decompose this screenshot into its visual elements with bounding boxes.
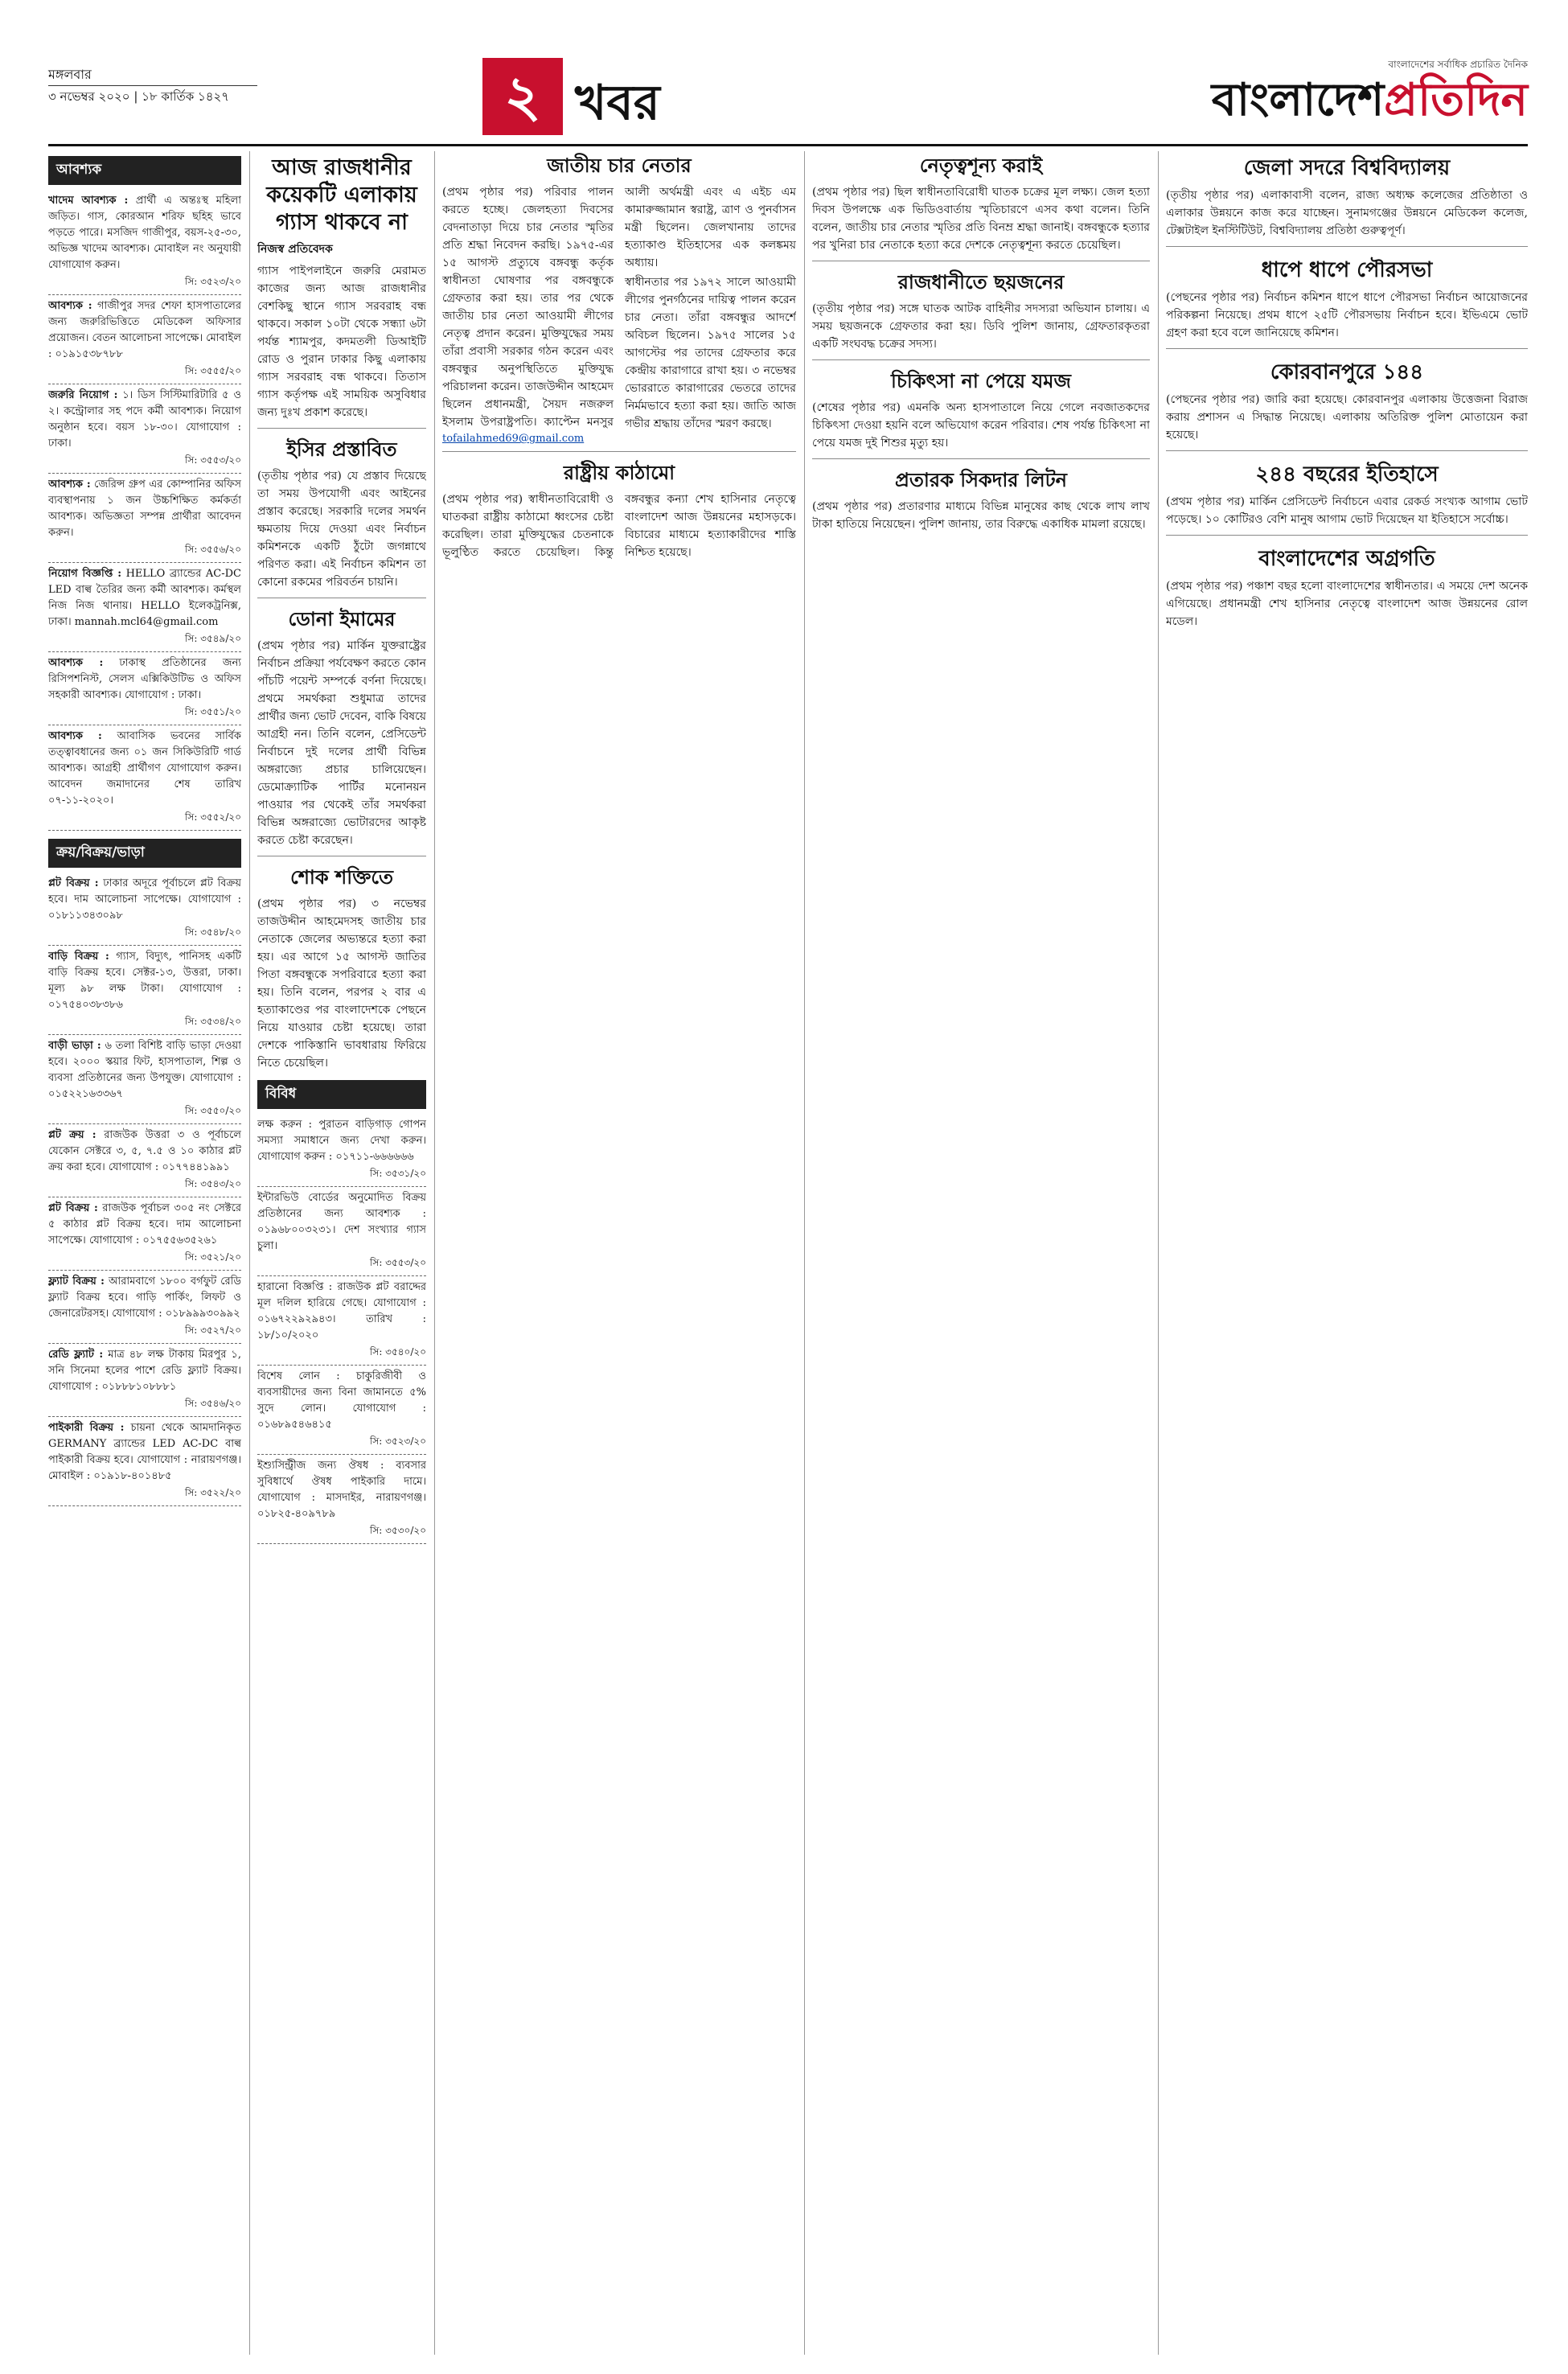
brand-logo bbox=[1212, 58, 1528, 127]
classified-ad bbox=[48, 1197, 241, 1271]
date-block bbox=[48, 64, 257, 107]
ad-code: সি: ৩৫৩৪/২০ bbox=[184, 1016, 241, 1027]
ad-body: প্রার্থী এ অন্তঃস্থ মহিলা জড়িত। গাস, কোরআন শরিফ ছহিহ ভাবে পড়তে পারে। মসজিদ গাজীপুর, বয়স-২৫-৩০, অভিজ্ঞ খাদেম আবশ্যক। মোবাইল নং অনুযায়ী যোগাযোগ করুন। bbox=[48, 195, 241, 271]
ad-code: সি: ৩৫২১/২০ bbox=[184, 1251, 241, 1263]
progress-headline: বাংলাদেশের অগ্রগতি bbox=[1258, 547, 1435, 571]
ad-body: চায়না থেকে আমদানিকৃত GERMANY ব্র্যান্ডের LED AC-DC বাল্ব পাইকারী বিক্রয় হবে। যোগাযোগ : নারায়ণগঞ্জ। মোবাইল : ০১৯১৮-৪০১৪৮৫ bbox=[48, 1422, 241, 1482]
classified-ad bbox=[257, 1276, 426, 1366]
column-3 bbox=[442, 151, 796, 2355]
ad-heading: আবশ্যক : bbox=[48, 300, 92, 312]
divider bbox=[1166, 450, 1528, 451]
ad-code: সি: ৩৫৫২/২০ bbox=[184, 811, 241, 823]
paragraph: (প্রথম পৃষ্ঠার পর) পরিবার পালন করতে হচ্ছে। জেলহত্যা দিবসের বেদনাতাড়া দিয়ে চার নেতার স্মৃতির প্রতি শ্রদ্ধা নিবেদন করছি। ১৯৭৫-এর ১৫ আগস্ট প্রত্যুষে বঙ্গবন্ধু কর্তৃক স্বাধীনতা ঘোষণার পর বঙ্গবন্ধুকে গ্রেফতার করা হয়। তার পর থেকে জাতীয় চার নেতা আওয়ামী লীগের নেতৃত্ব প্রদান করেন। মুক্তিযুদ্ধের সময় তাঁরা প্রবাসী সরকার গঠন করেন এবং বঙ্গবন্ধুর অনুপস্থিতিতে মুক্তিযুদ্ধ পরিচালনা করেন। তাজউদ্দীন আহমেদ ছিলেন প্রধানমন্ত্রী, সৈয়দ নজরুল ইসলাম উপরাষ্ট্রপতি। ক্যাপ্টেন মনসুর আলী অর্থমন্ত্রী এবং এ এইচ এম কামারুজ্জামান স্বরাষ্ট্র, ত্রাণ ও পুনর্বাসন মন্ত্রী ছিলেন। জেলখানায় তাদের হত্যাকাণ্ড ইতিহাসের এক কলঙ্কময় অধ্যায়। bbox=[442, 186, 796, 429]
ad-code: সি: ৩৫৫৩/২০ bbox=[369, 1257, 426, 1268]
ad-heading: আবশ্যক : bbox=[48, 478, 91, 491]
ad-heading: খাদেম আবশ্যক : bbox=[48, 195, 129, 207]
progress-body: (প্রথম পৃষ্ঠার পর) পঞ্চাশ বছর হলো বাংলাদেশের স্বাধীনতার। এ সময়ে দেশ অনেক এগিয়েছে। প্রধানমন্ত্রী শেখ হাসিনার নেতৃত্বে বাংলাদেশ আজ উন্নয়নের রোল মডেল। bbox=[1166, 580, 1528, 628]
sale-ads bbox=[48, 873, 241, 1506]
ad-body: আবাসিক ভবনের সার্বিক তত্ত্বাবধানের জন্য ০১ জন সিকিউরিটি গার্ড আবশ্যক। আগ্রহী প্রার্থীগণ যোগাযোগ করুন। আবেদন জমাদানের শেষ তারিখ ০৭-১১-২০২০। bbox=[48, 730, 241, 807]
ad-heading: আবশ্যক : bbox=[48, 657, 104, 669]
ad-body: গাজীপুর সদর শেফা হাসপাতালের জন্য জরুরিভিত্তিতে মেডিকেল অফিসার প্রয়োজন। বেতন আলোচনা সাপেক্ষে। মোবাইল : ০১৯১৫৩৮৭৮৮ bbox=[48, 300, 241, 360]
ad-code: সি: ৩৫৩১/২০ bbox=[369, 1168, 426, 1179]
classified-ad bbox=[48, 1271, 241, 1344]
ec-body: (তৃতীয় পৃষ্ঠার পর) যে প্রস্তাব দিয়েছে তা সময় উপযোগী এবং আইনের প্রস্তাব করেছে। সরকারি দলের সমর্থন ক্ষমতায় দিয়ে দেওয়া এবং নির্বাচন কমিশনকে একটি ঠুঁটো জগন্নাথে পরিণত করা। এই নির্বাচন কমিশন তা কোনো রকমের পরিবর্তন চায়নি। bbox=[257, 470, 426, 589]
ad-code: সি: ৩৫৩০/২০ bbox=[369, 1525, 426, 1536]
ad-heading: প্লট ক্রয় : bbox=[48, 1129, 96, 1141]
ad-body: গ্যাস, বিদ্যুৎ, পানিসহ একটি বাড়ি বিক্রয় হবে। সেক্টর-১৩, উত্তরা, ঢাকা। মূল্য ৯৮ লক্ষ টাকা। যোগাযোগ : ০১৭৫৪০৩৮৩৮৬ bbox=[48, 951, 241, 1011]
classified-ad bbox=[257, 1114, 426, 1187]
classified-ad bbox=[48, 1417, 241, 1506]
section-144-headline: কোরবানপুরে ১৪৪ bbox=[1270, 360, 1424, 384]
classified-ad bbox=[48, 295, 241, 384]
ad-body: হারানো বিজ্ঞপ্তি : রাজউক প্লট বরাদ্দের মূল দলিল হারিয়ে গেছে। যোগাযোগ : ০১৬৭২২৯২৯৪৩। তারিখ : ১৮/১০/২০২০ bbox=[257, 1281, 426, 1341]
ad-heading: পাইকারী বিক্রয় : bbox=[48, 1422, 125, 1434]
classified-ad bbox=[48, 474, 241, 563]
ad-heading: ফ্ল্যাট বিক্রয় : bbox=[48, 1275, 105, 1288]
ad-code: সি: ৩৫৫১/২০ bbox=[184, 706, 241, 717]
brand-name-part-a: বাংলাদেশ bbox=[1211, 74, 1385, 126]
leaderless-headline: নেতৃত্বশূন্য করাই bbox=[919, 154, 1043, 177]
mourn-body: (প্রথম পৃষ্ঠার পর) ৩ নভেম্বর তাজউদ্দীন আহমেদসহ জাতীয় চার নেতাকে জেলের অভ্যন্তরে হত্যা করা হয়। এর আগে ১৫ আগস্ট জাতির পিতা বঙ্গবন্ধুকে সপরিবারে হত্যা করা হয়। তিনি বলেন, পরপর ২ বার এ হত্যাকাণ্ডের পর বাংলাদেশকে পেছনে নিয়ে যাওয়ার চেষ্টা হয়েছে। তারা দেশকে পাকিস্তানি ভাবধারায় ফিরিয়ে নিতে চেয়েছিল। bbox=[257, 897, 426, 1070]
ad-code: সি: ৩৫৪০/২০ bbox=[369, 1346, 426, 1357]
ad-body: ৬ তলা বিশিষ্ট বাড়ি ভাড়া দেওয়া হবে। ২০০০ স্কয়ার ফিট, হাসপাতাল, শিল্প ও ব্যবসা প্রতিষ্ঠানের জন্য উপযুক্ত। যোগাযোগ : ০১৫২২১৬৩৩৬৭ bbox=[48, 1040, 241, 1100]
ad-code: সি: ৩৫২৭/২০ bbox=[184, 1325, 241, 1336]
classifieds-heading: আবশ্যক bbox=[48, 156, 241, 185]
author-email[interactable]: tofailahmed69@gmail.com bbox=[442, 433, 585, 445]
history-headline: ২৪৪ বছরের ইতিহাসে bbox=[1255, 462, 1439, 487]
ad-heading: নিয়োগ বিজ্ঞপ্তি : bbox=[48, 568, 122, 580]
municipality-body: (পেছনের পৃষ্ঠার পর) নির্বাচন কমিশন ধাপে ধাপে পৌরসভা নির্বাচন আয়োজনের পরিকল্পনা নিয়েছে। প্রথম ধাপে ২৫টি পৌরসভায় নির্বাচন হবে। ইভিএমে ভোট গ্রহণ করা হবে বলে জানিয়েছে কমিশন। bbox=[1166, 291, 1528, 339]
gas-headline: আজ রাজধানীর কয়েকটি এলাকায় গ্যাস থাকবে না bbox=[266, 155, 417, 235]
classifieds-column bbox=[48, 151, 241, 2355]
ad-heading: প্লট বিক্রয় : bbox=[48, 1202, 98, 1214]
ad-heading: বাড়ী ভাড়া : bbox=[48, 1040, 101, 1052]
municipality-headline: ধাপে ধাপে পৌরসভা bbox=[1261, 258, 1433, 282]
classified-ad bbox=[257, 1187, 426, 1276]
ad-code: সি: ৩৫৪৩/২০ bbox=[184, 1178, 241, 1189]
section-144-body: (পেছনের পৃষ্ঠার পর) জারি করা হয়েছে। কোরবানপুর এলাকায় উত্তেজনা বিরাজ করায় প্রশাসন এ সিদ্ধান্ত নিয়েছে। এলাকায় অতিরিক্ত পুলিশ মোতায়েন করা হয়েছে। bbox=[1166, 393, 1528, 442]
classified-ad bbox=[48, 873, 241, 946]
ad-heading: আবশ্যক : bbox=[48, 730, 102, 742]
section-name: খবর bbox=[575, 75, 660, 131]
column-divider bbox=[804, 151, 805, 2355]
paragraph: স্বাধীনতার পর ১৯৭২ সালে আওয়ামী লীগের পুনর্গঠনের দায়িত্ব পালন করেন চার নেতা। তাঁরা বঙ্গবন্ধুর আদর্শে অবিচল ছিলেন। ১৯৭৫ সালের ১৫ আগস্টের পর তাদের গ্রেফতার করে কেন্দ্রীয় কারাগারে রাখা হয়। ৩ নভেম্বর ভোররাতে কারাগারের ভেতরে তাদের নির্মমভাবে হত্যা করা হয়। জাতি আজ গভীর শ্রদ্ধায় তাঁদের স্মরণ করছে। bbox=[625, 276, 796, 430]
sale-heading: ক্রয়/বিক্রয়/ভাড়া bbox=[48, 839, 241, 868]
classified-ad bbox=[48, 946, 241, 1035]
history-body: (প্রথম পৃষ্ঠার পর) মার্কিন প্রেসিডেন্ট নির্বাচনে এবার রেকর্ড সংখ্যক আগাম ভোট পড়েছে। ১০ কোটিরও বেশি মানুষ আগাম ভোট দিয়েছেন যা ইতিহাসে সর্বোচ্চ। bbox=[1166, 495, 1528, 526]
misc-heading: বিবিধ bbox=[257, 1080, 426, 1109]
classified-ad bbox=[257, 1455, 426, 1544]
trump-body: (প্রথম পৃষ্ঠার পর) মার্কিন যুক্তরাষ্ট্রের নির্বাচন প্রক্রিয়া পর্যবেক্ষণ করতে কোন পাঁচটি পয়েন্ট সম্পর্কে বর্ণনা দিয়েছে। প্রথমে সমর্থকরা শুধুমাত্র তাদের প্রার্থীর জন্য ভোট দেবেন, বাকি বিষয়ে আগ্রহী নন। তিনি বলেন, প্রেসিডেন্ট নির্বাচনে দুই দলের প্রার্থী বিভিন্ন অঙ্গরাজ্যে প্রচার চালিয়েছেন। ডেমোক্র্যাটিক পার্টির মনোনয়ন পাওয়ার পর থেকেই তাঁর সমর্থকরা বিভিন্ন অঙ্গরাজ্যে ভোটারদের আকৃষ্ট করতে চেষ্টা করেছেন। bbox=[257, 639, 426, 847]
ad-code: সি: ৩৫৫০/২০ bbox=[184, 1105, 241, 1116]
classified-ad bbox=[257, 1366, 426, 1455]
classified-ad bbox=[48, 1035, 241, 1124]
four-leaders-headline: জাতীয় চার নেতার bbox=[547, 154, 692, 177]
gas-byline: নিজস্ব প্রতিবেদক bbox=[257, 243, 333, 256]
divider bbox=[257, 428, 426, 429]
ad-body: ১। ডিস সিস্টিমারিটারি ৫ ও ২। কন্ট্রোলার সহ পদে কর্মী আবশ্যক। নিয়োগ অনুষ্ঠান হবে। বয়স ১৮-৩০। যোগাযোগ : ঢাকা। bbox=[48, 389, 241, 450]
divider bbox=[812, 458, 1150, 459]
divider bbox=[1166, 535, 1528, 536]
page-number: ২ bbox=[482, 58, 563, 135]
ad-body: আরামবাগে ১৮০০ বর্গফুট রেডি ফ্ল্যাট বিক্রয় হবে। গাড়ি পার্কিং, লিফট ও জেনারেটরসহ। যোগাযোগ : ০১৮৯৯৯৩০৯৯২ bbox=[48, 1275, 241, 1320]
date-label: ৩ নভেম্বর ২০২০ | ১৮ কার্তিক ১৪২৭ bbox=[48, 89, 229, 104]
classified-ad bbox=[48, 190, 241, 295]
ad-body: HELLO ব্র্যান্ডের AC-DC LED বাল্ব তৈরির জন্য কর্মী আবশ্যক। কর্মস্থল নিজ নিজ থানায়। HELLO ইলেকট্রনিক্স, ঢাকা। mannah.mcl64@gmail.com bbox=[48, 568, 241, 628]
classified-ad bbox=[48, 1124, 241, 1197]
ad-body: রাজউক উত্তরা ৩ ও পূর্বাচলে যেকোন সেক্টরে ৩, ৫, ৭.৫ ও ১০ কাঠার প্লট ক্রয় করা হবে। যোগাযোগ : ০১৭৭৪৪১৯৯১ bbox=[48, 1129, 241, 1173]
university-body: (তৃতীয় পৃষ্ঠার পর) এলাকাবাসী বলেন, রাজ্য অধ্যক্ষ কলেজের প্রতিষ্ঠাতা ও এলাকার উন্নয়নে কাজ করে যাচ্ছেন। সুনামগঞ্জের উন্নয়নে মেডিকেল কলেজ, টেক্সটাইল ইনস্টিটিউট, বিশ্ববিদ্যালয় প্রতিষ্ঠা গুরুত্বপূর্ণ। bbox=[1166, 189, 1528, 237]
ad-code: সি: ৩৫৪৮/২০ bbox=[184, 926, 241, 938]
ad-code: সি: ৩৫২২/২০ bbox=[184, 1487, 241, 1498]
arrest-body: (তৃতীয় পৃষ্ঠার পর) সঙ্গে ঘাতক আটক বাহিনীর সদস্যরা অভিযান চালায়। এ সময় ছয়জনকে গ্রেফতার করা হয়। ডিবি পুলিশ জানায়, গ্রেফতারকৃতরা একটি সংঘবদ্ধ চক্রের সদস্য। bbox=[812, 302, 1150, 351]
classified-ad bbox=[48, 563, 241, 652]
column-4 bbox=[812, 151, 1150, 2355]
ad-heading: রেডি ফ্ল্যাট : bbox=[48, 1349, 104, 1361]
ad-code: সি: ৩৫৪৯/২০ bbox=[184, 633, 241, 644]
ad-code: সি: ৩৫২৩/২০ bbox=[369, 1435, 426, 1447]
ad-body: ঢাকাস্থ প্রতিষ্ঠানের জন্য রিসিপশনিস্ট, সেলস এক্সিকিউটিভ ও অফিস সহকারী আবশ্যক। যোগাযোগ : ঢাকা। bbox=[48, 657, 241, 701]
classified-ad bbox=[48, 1344, 241, 1417]
column-2 bbox=[257, 151, 426, 2355]
classified-ad bbox=[48, 384, 241, 474]
column-divider bbox=[249, 151, 250, 2355]
column-5 bbox=[1166, 151, 1528, 2355]
ad-heading: প্লট বিক্রয় : bbox=[48, 877, 99, 889]
ad-body: লক্ষ করুন : পুরাতন বাড়িগাড় গোপন সমস্যা সমাধানে জন্য দেখা করুন। যোগাযোগ করুন : ০১৭১১-৬৬৬৬৬৬ bbox=[257, 1119, 426, 1163]
divider bbox=[1166, 348, 1528, 349]
mourn-headline: শোক শক্তিতে bbox=[289, 866, 394, 889]
leaderless-body: (প্রথম পৃষ্ঠার পর) ছিল স্বাধীনতাবিরোধী ঘাতক চক্রের মূল লক্ষ্য। জেল হত্যা দিবস উপলক্ষে এক ভিডিওবার্তায় স্মৃতিচারণে এসব কথা বলেন। তিনি বলেন, জাতীয় চার নেতার স্মৃতির প্রতি বিনম্র শ্রদ্ধা জানাই। বঙ্গবন্ধুকে হত্যার পর খুনিরা চার নেতাকে হত্যা করে দেশকে নেতৃত্বশূন্য করতে চেয়েছিল। bbox=[812, 186, 1150, 252]
divider bbox=[1166, 246, 1528, 247]
arrest-headline: রাজধানীতে ছয়জনের bbox=[897, 271, 1065, 294]
twins-headline: চিকিৎসা না পেয়ে যমজ bbox=[891, 370, 1071, 392]
four-leaders-body bbox=[442, 183, 796, 433]
ad-body: ইশ্যুসিন্ট্রীজ জন্য ঔষধ : ব্যবসার সুবিধার্থে ঔষধ পাইকারি দামে। যোগাযোগ : মাসদাইর, নারায়ণগঞ্জ। ০১৮২৫-৪০৯৭৮৯ bbox=[257, 1460, 426, 1520]
ad-body: রাজউক পূর্বাচল ৩০৫ নং সেক্টরে ৫ কাঠার প্লট বিক্রয় হবে। দাম আলোচনা সাপেক্ষে। যোগাযোগ : ০১৭৫৫৬৩৫২৬১ bbox=[48, 1202, 241, 1247]
ad-code: সি: ৩৫৫৫/২০ bbox=[184, 365, 241, 376]
ad-body: ইন্টারভিউ বোর্ডের অনুমোদিত বিক্রয় প্রতিষ্ঠানের জন্য আবশ্যক : ০১৯৬৮০০৩২৩১। দেশ সংখ্যার গ্যাস চুলা। bbox=[257, 1192, 426, 1252]
brand-name bbox=[1212, 74, 1528, 127]
state-body: (প্রথম পৃষ্ঠার পর) স্বাধীনতাবিরোধী ও ঘাতকরা রাষ্ট্রীয় কাঠামো ধ্বংসের চেষ্টা করেছিল। তারা মুক্তিযুদ্ধের চেতনাকে ভূলুণ্ঠিত করতে চেয়েছিল। কিন্তু বঙ্গবন্ধুর কন্যা শেখ হাসিনার নেতৃত্বে বাংলাদেশ আজ উন্নয়নের মহাসড়কে। বিচারের মাধ্যমে হত্যাকারীদের শাস্তি নিশ্চিত হয়েছে। bbox=[442, 493, 796, 559]
fraud-headline: প্রতারক সিকদার লিটন bbox=[894, 469, 1068, 491]
column-divider bbox=[434, 151, 435, 2355]
divider bbox=[442, 451, 796, 452]
ad-heading: বাড়ি বিক্রয় : bbox=[48, 951, 109, 963]
fraud-body: (প্রথম পৃষ্ঠার পর) প্রতারণার মাধ্যমে বিভিন্ন মানুষের কাছ থেকে লাখ লাখ টাকা হাতিয়ে নিয়েছেন। পুলিশ জানায়, তার বিরুদ্ধে একাধিক মামলা রয়েছে। bbox=[812, 500, 1150, 531]
classified-ad bbox=[48, 652, 241, 725]
ad-code: সি: ৩৫২৩/২০ bbox=[184, 276, 241, 287]
ad-heading: জরুরি নিয়োগ : bbox=[48, 389, 118, 401]
masthead bbox=[48, 58, 1528, 146]
twins-body: (শেষের পৃষ্ঠার পর) এমনকি অন্য হাসপাতালে নিয়ে গেলে নবজাতকদের চিকিৎসা দেওয়া হয়নি বলে অভিযোগ করেন পরিবার। শেষ পর্যন্ত চিকিৎসা না পেয়ে যমজ দুই শিশুর মৃত্যু হয়। bbox=[812, 401, 1150, 450]
classified-ads bbox=[48, 190, 241, 831]
trump-headline: ডোনা ইমামের bbox=[288, 608, 396, 630]
ad-body: জেরিন্স গ্রুপ এর কোম্পানির অফিস ব্যবস্থাপনায় ১ জন উচ্চশিক্ষিত কর্মকর্তা আবশ্যক। অভিজ্ঞতা সম্পন্ন প্রার্থীরা আবেদন করুন। bbox=[48, 478, 241, 539]
divider bbox=[812, 359, 1150, 360]
ad-body: বিশেষ লোন : চাকুরিজীবী ও ব্যবসায়ীদের জন্য বিনা জামানতে ৫% সুদে লোন। যোগাযোগ : ০১৬৮৯৫৪৬৪১৫ bbox=[257, 1370, 426, 1431]
state-headline: রাষ্ট্রীয় কাঠামো bbox=[563, 462, 675, 484]
column-divider bbox=[1158, 151, 1159, 2355]
ad-code: সি: ৩৫৫৩/২০ bbox=[184, 454, 241, 466]
brand-name-part-b: প্রতিদিন bbox=[1384, 74, 1528, 126]
brand-tagline: বাংলাদেশের সর্বাধিক প্রচারিত দৈনিক bbox=[1388, 59, 1528, 70]
day-label: মঙ্গলবার bbox=[48, 64, 257, 86]
ad-body: মাত্র ৪৮ লক্ষ টাকায় মিরপুর ১, সনি সিনেমা হলের পাশে রেডি ফ্ল্যাট বিক্রয়। যোগাযোগ : ০১৮৮৮১০৮৮৮১ bbox=[48, 1349, 241, 1393]
classified-ad bbox=[48, 725, 241, 831]
ec-headline: ইসির প্রস্তাবিত bbox=[286, 438, 397, 461]
ad-code: সি: ৩৫৪৬/২০ bbox=[184, 1398, 241, 1409]
gas-body: গ্যাস পাইপলাইনে জরুরি মেরামত কাজের জন্য আজ রাজধানীর বেশকিছু স্থানে গ্যাস সরবরাহ বন্ধ থাকবে। সকাল ১০টা থেকে সন্ধ্যা ৬টা পর্যন্ত শ্যামপুর, কদমতলী ডিআইটি রোড ও পুরান ঢাকার কিছু এলাকায় গ্যাস সরবরাহ বন্ধ থাকবে। তিতাস গ্যাস কর্তৃপক্ষ এই সাময়িক অসুবিধার জন্য দুঃখ প্রকাশ করেছে। bbox=[257, 265, 426, 419]
ad-body: ঢাকার অদূরে পূর্বাচলে প্লট বিক্রয় হবে। দাম আলোচনা সাপেক্ষে। যোগাযোগ : ০১৮১১৩৪৩০৯৮ bbox=[48, 877, 241, 922]
university-headline: জেলা সদরে বিশ্ববিদ্যালয় bbox=[1243, 156, 1451, 180]
ad-code: সি: ৩৫৫৬/২০ bbox=[184, 544, 241, 555]
misc-ads bbox=[257, 1114, 426, 1544]
